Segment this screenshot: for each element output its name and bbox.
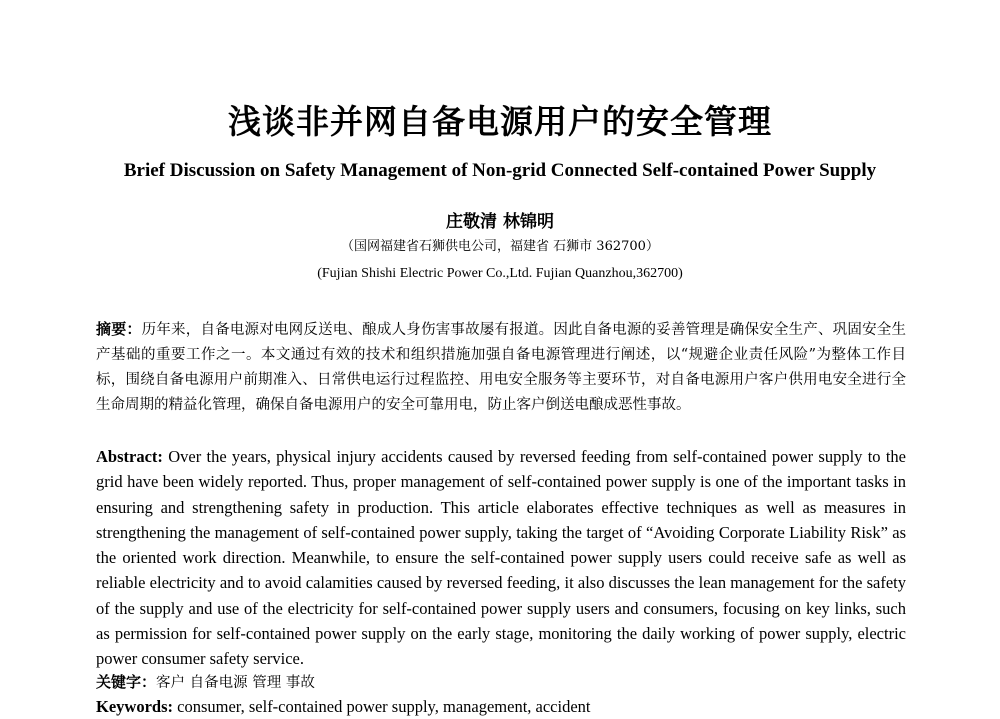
keywords-english-text: consumer, self-contained power supply, management, accident <box>173 697 591 716</box>
keywords-english <box>96 695 591 719</box>
keywords-chinese-label: 关键字： <box>96 673 157 691</box>
authors: 庄敬清 林锦明 <box>446 212 554 232</box>
abstract-english-text: Over the years, physical injury accidents caused by reversed feeding from self-contained power supply to the grid have been widely reported. Thus, proper management of self-contained power supply is one of the important tasks in ensuring and strengthening safety in production. This article elaborates effective techniques as well as measures in strengthening the management of self-contained power supply, taking the target of “Avoiding Corporate Liability Risk” as the oriented work direction. Meanwhile, to ensure the self-contained power supply users could receive safe as well as reliable electricity and to avoid calamities caused by reversed feeding, it also discusses the lean management for the safety of the supply and use of the electricity for self-contained power supply users and consumers, focusing on key links, such as permission for self-contained power supply on the early stage, monitoring the daily working of power supply, electric power consumer safety service. <box>96 447 906 669</box>
affiliation-english: (Fujian Shishi Electric Power Co.,Ltd. Fujian Quanzhou,362700) <box>317 266 683 281</box>
abstract-chinese-text: 历年来，自备电源对电网反送电、酿成人身伤害事故屡有报道。因此自备电源的妥善管理是确保安全生产、巩固安全生产基础的重要工作之一。本文通过有效的技术和组织措施加强自备电源管理进行阐述，以“规避企业责任风险”为整体工作目标，围绕自备电源用户前期准入、日常供电运行过程监控、用电安全服务等主要环节，对自备电源用户客户供用电安全进行全生命周期的精益化管理，确保自备电源用户的安全可靠用电，防止客户倒送电酿成恶性事故。 <box>96 322 906 413</box>
keywords-chinese <box>96 670 315 695</box>
keywords-english-label: Keywords: <box>96 697 173 716</box>
keywords-chinese-text: 客户 自备电源 管理 事故 <box>156 675 315 691</box>
abstract-chinese-label: 摘要： <box>96 320 142 338</box>
title-chinese: 浅谈非并网自备电源用户的安全管理 <box>228 102 772 141</box>
abstract-english <box>96 444 906 672</box>
affiliation-chinese: （国网福建省石狮供电公司，福建省 石狮市 362700） <box>341 239 659 254</box>
title-english: Brief Discussion on Safety Management of Non-grid Connected Self-contained Power Supply <box>123 160 877 181</box>
abstract-chinese <box>96 317 906 418</box>
abstract-english-label: Abstract: <box>96 447 163 466</box>
